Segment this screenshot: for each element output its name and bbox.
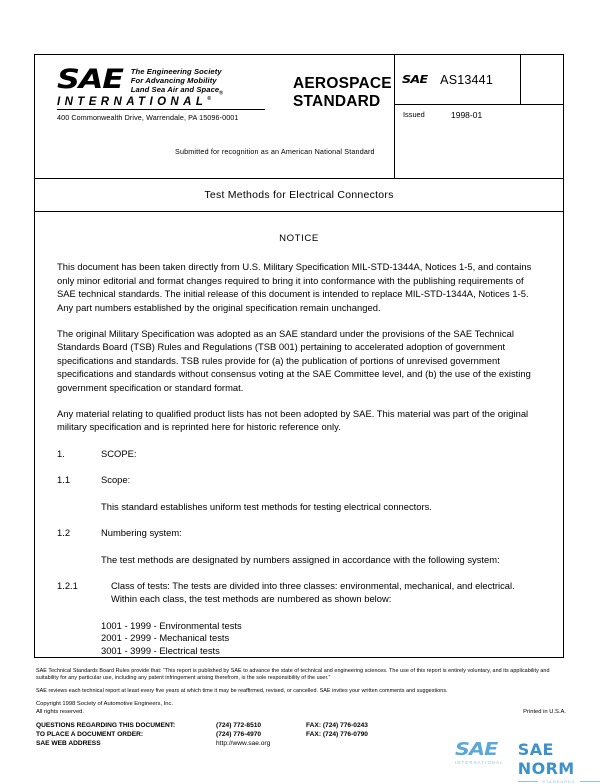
sae-logo-lockup — [57, 65, 267, 122]
test-range-mechanical: 2001 - 2999 - Mechanical tests — [101, 632, 230, 644]
document-header — [35, 55, 563, 179]
sae-tagline — [131, 65, 223, 99]
section-scope-number: 1. — [57, 447, 65, 459]
sae-international-wordmark — [57, 96, 265, 110]
document-body — [35, 212, 563, 658]
tagline-line-2: For Advancing Mobility — [130, 76, 217, 86]
tagline-line-1: The Engineering Society — [130, 67, 222, 76]
footer-review-note: SAE reviews each technical report at least every five years at which time it may be reaffirmed, revised, or cancelled. SAE invites your written comments and suggestions. — [36, 687, 448, 694]
watermark-tagline: STANDARDS — [542, 779, 576, 784]
sae-logo-icon: SAE — [57, 64, 123, 95]
notice-paragraph-1: This document has been taken directly from U.S. Military Specification MIL-STD-1344A, Notices 1-5, and contains only minor editorial and format changes required to bring it into conformance with the publishing requirements of SAE technical standards. The initial release of this document is intended to replace MIL-STD-1344A, Notices 1-5. Any part numbers established by the original specification remain unchanged. — [57, 261, 532, 313]
sae-norm-logo-icon: SAE — [455, 739, 498, 760]
header-left-panel — [35, 55, 395, 178]
tagline-line-3: Land Sea Air and Space — [130, 85, 220, 95]
section-1-2-text: The test methods are designated by numbers assigned in accordance with the following system: — [101, 553, 500, 565]
international-text: INTERNATIONAL — [57, 96, 208, 109]
section-1-2-1-number: 1.2.1 — [57, 579, 78, 591]
section-1-2-label: Numbering system: — [101, 527, 182, 539]
sae-norm-logo-subtext: INTERNATIONAL — [455, 760, 504, 765]
notice-paragraph-3: Any material relating to qualified product lists has not been adopted by SAE. This material was part of the original military specification and is reprinted here for historic reference only. — [57, 408, 529, 433]
contact-label-order: TO PLACE A DOCUMENT ORDER: — [36, 731, 144, 738]
footer-disclaimer: SAE Technical Standards Board Rules provide that: “This report is published by SAE to advance the state of technical and engineering sciences. The use of this report is entirely voluntary, and its applicability and suitability for any particular use, including any patent infringement arising therefrom, is the sole responsibility of the user.” — [36, 668, 550, 682]
section-scope — [57, 447, 541, 460]
test-range-environmental: 1001 - 1999 - Environmental tests — [101, 619, 242, 631]
document-number: AS13441 — [440, 72, 493, 87]
document-number-cell — [395, 55, 521, 104]
document-footer — [36, 668, 566, 748]
watermark-line-left — [518, 781, 538, 782]
copyright-line-1: Copyright 1998 Society of Automotive Engineers, Inc. — [36, 701, 173, 708]
contact-web-address[interactable]: http://www.sae.org — [216, 739, 271, 747]
copyright-line-2: All rights reserved. — [36, 708, 85, 715]
test-number-ranges — [101, 620, 541, 658]
sae-norm-wordmark: SAE NORM — [517, 740, 575, 778]
contact-phone-order: (724) 776-4970 — [216, 731, 262, 738]
title-band — [35, 179, 563, 212]
watermark-line-right — [580, 781, 600, 782]
section-1-2-1 — [57, 579, 541, 606]
contact-fax-questions: FAX: (724) 776-0243 — [306, 722, 368, 730]
notice-paragraph-2: The original Military Specification was adopted as an SAE standard under the provisions of the SAE Technical Standards Board (TSB) Rules and Regulations (TSB 001) pertaining to accelerated adoption of government specifications and standards. TSB rules provide for (a) the publication of portions of unrevised government specifications and standards without consensus voting at the SAE Committee level, and (b) the use of the existing government specification or standard format. — [57, 328, 531, 393]
section-1-1-label: Scope: — [101, 474, 131, 486]
contact-fax-order: FAX: (724) 776-0790 — [306, 731, 368, 738]
document-type-line-2: STANDARD — [293, 93, 381, 110]
international-registered-icon: ® — [207, 96, 211, 103]
section-1-1-number: 1.1 — [57, 474, 71, 486]
section-1-1 — [57, 473, 541, 486]
document-frame — [34, 54, 564, 658]
issued-cell — [395, 105, 563, 178]
contact-label-web: SAE WEB ADDRESS — [36, 739, 101, 747]
contact-labels — [36, 722, 216, 748]
watermark-logo-group — [455, 740, 504, 765]
document-number-row — [395, 55, 563, 105]
document-type-line-1: AEROSPACE — [293, 75, 392, 92]
sae-address: 400 Commonwealth Drive, Warrendale, PA 15096-0001 — [57, 112, 239, 122]
issued-date: 1998-01 — [451, 110, 483, 120]
section-scope-label: SCOPE: — [101, 447, 137, 459]
sae-mini-logo-icon: SAE — [402, 73, 428, 86]
test-range-electrical: 3001 - 3999 - Electrical tests — [101, 644, 220, 656]
watermark-rule — [518, 779, 600, 784]
printed-in: Printed in U.S.A. — [523, 708, 566, 715]
document-title: Test Methods for Electrical Connectors — [204, 189, 394, 201]
section-1-2-1-text: Class of tests: The tests are divided into three classes: environmental, mechanical, and electrical. Within each class, the test methods are numbered as shown below: — [111, 579, 515, 605]
section-1-2 — [57, 526, 541, 539]
contact-faxes — [306, 722, 446, 748]
footer-copyright — [36, 701, 566, 716]
submitted-note: Submitted for recognition as an American National Standard — [175, 147, 375, 156]
header-right-panel — [395, 55, 563, 178]
revision-cell — [521, 55, 563, 104]
section-1-1-text: This standard establishes uniform test methods for testing electrical connectors. — [101, 500, 432, 512]
watermark-text-group — [518, 740, 600, 784]
notice-heading: NOTICE — [279, 233, 319, 244]
contact-label-questions: QUESTIONS REGARDING THIS DOCUMENT: — [36, 722, 176, 730]
tagline-registered-icon: ® — [219, 90, 224, 97]
sae-norm-watermark — [455, 740, 600, 784]
contact-phones — [216, 722, 306, 748]
section-1-2-number: 1.2 — [57, 527, 71, 539]
issued-label: Issued — [403, 110, 425, 119]
document-type — [293, 75, 392, 111]
contact-phone-questions: (724) 772-8510 — [216, 722, 262, 730]
